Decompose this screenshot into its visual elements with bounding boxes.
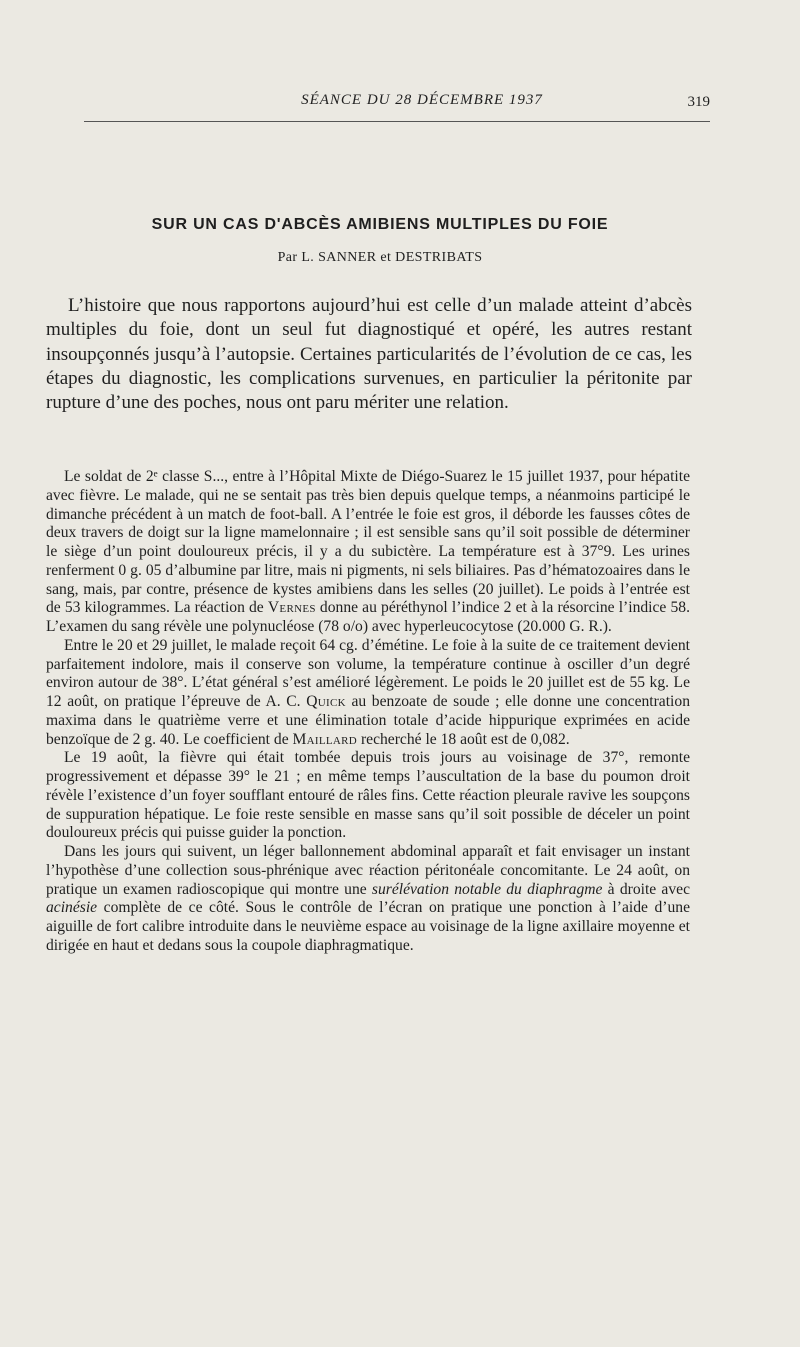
article-title: SUR UN CAS D'ABCÈS AMIBIENS MULTIPLES DU FOIE <box>151 216 609 233</box>
paragraph-2 <box>46 637 690 750</box>
author-name-quick: Quick <box>306 693 346 710</box>
emphasis-surelevation: surélévation notable du diaphragme <box>371 880 603 898</box>
paragraph-4-text-b: à droite avec <box>602 880 690 898</box>
emphasis-acinesie: acinésie <box>46 899 98 917</box>
paragraph-4-text-a: Dans les jours qui suivent, un léger ballonnement abdominal apparaît et fait envisager un instant l’hypothèse d’une collection sous-phrénique avec réaction péritonéale concomitante. Le 24 août, on pratique un examen radioscopique qui montre une <box>46 843 690 898</box>
paragraph-4-text-c: complète de ce côté. Sous le contrôle de l’écran on pratique une ponction à l’aide d’une aiguille de fort calibre introduite dans le neuvième espace au voisinage de la ligne axillaire moyenne et dirigée en haut et dedans sous la coupole diaphragmatique. <box>46 899 690 954</box>
paragraph-3: Le 19 août, la fièvre qui était tombée depuis trois jours au voisinage de 37°, remonte progressivement et dépasse 39° le 21 ; en même temps l’auscultation de la base du poumon droit révèle l’existence d’un foyer soufflant entouré de râles fins. Cette réaction pleurale ravive les soupçons de suppuration hépatique. Le foie reste sensible en masse sans qu’il soit possible de déceler un point douloureux précis qui puisse guider la ponction. <box>46 749 690 842</box>
paragraph-1-text-b: donne au péréthynol l’indice 2 et à la résorcine l’indice 58. L’examen du sang révèle une polynucléose (78 o/o) avec hyperleucocytose (20.000 G. R.). <box>46 599 690 635</box>
author-name-vernes: Vernes <box>267 599 316 617</box>
running-head: SÉANCE DU 28 DÉCEMBRE 1937 <box>301 92 543 108</box>
paragraph-2-text-a: Entre le 20 et 29 juillet, le malade reçoit 64 cg. d’émétine. Le foie à la suite de ce traitement devient parfaitement indolore, mais il conserve son volume, la température continue à osciller d’un degré environ autour de 38°. L’état général s’est amélioré légèrement. Le poids le 20 juillet est de 55 kg. Le 12 août, on pratique l’épreuve de A. C. <box>46 636 690 710</box>
paragraph-1 <box>46 468 690 637</box>
page-header <box>82 92 710 116</box>
page-number: 319 <box>687 94 710 110</box>
paragraph-1-text-a: Le soldat de 2ᵉ classe S..., entre à l’Hôpital Mixte de Diégo-Suarez le 15 juillet 1937, pour hépatite avec fièvre. Le malade, qui ne se sentait pas très bien depuis quelque temps, a néanmoins participé le dimanche précédent à un match de foot-ball. A l’entrée le foie est gros, il déborde les fausses côtes de deux travers de doigt sur la ligne mamelonnaire ; il est sensible sans qu’il soit possible de déterminer le siège d’un point douloureux précis, il y a du subictère. La température est à 37°9. Les urines renferment 0 g. 05 d’albumine par litre, mais ni pigments, ni sels biliaires. Pas d’hématozoaires dans le sang, mais, par contre, présence de kystes amibiens dans les selles (20 juillet). Le poids à l’entrée est de 53 kilogrammes. La réaction de <box>46 468 690 617</box>
paragraph-2-text-b: au benzoate de soude ; elle donne une concentration maxima dans le quatrième verre et une élimination totale d’acide hippurique exprimées en acide benzoïque de 2 g. 40. Le coefficient de <box>46 693 690 748</box>
paragraph-2-text-c: recherché le 18 août est de 0,082. <box>357 730 570 748</box>
body-text <box>46 468 690 956</box>
paragraph-4 <box>46 843 690 956</box>
abstract <box>46 294 692 415</box>
abstract-paragraph: L’histoire que nous rapportons aujourd’hui est celle d’un malade atteint d’abcès multiples du foie, dont un seul fut diagnostiqué et opéré, les autres restant insoupçonnés jusqu’à l’autopsie. Certaines particularités de l’évolution de ce cas, les étapes du diagnostic, les complications survenues, en particulier la péritonite par rupture d’une des poches, nous ont paru mériter une relation. <box>46 295 692 414</box>
author-name-maillard: Maillard <box>292 730 358 748</box>
article-authors: Par L. SANNER et DESTRIBATS <box>277 250 483 265</box>
header-rule <box>84 121 710 122</box>
